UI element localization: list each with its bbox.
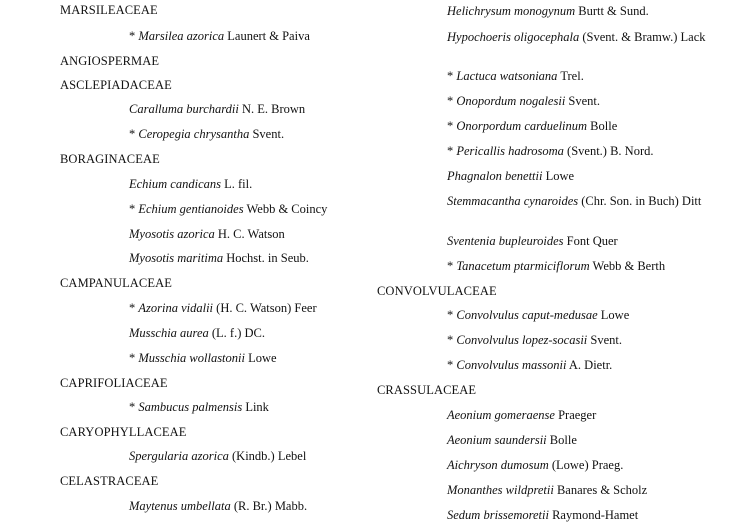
species-entry	[129, 102, 305, 116]
species-entry	[447, 433, 577, 447]
family-heading: CELASTRACEAE	[60, 474, 159, 488]
species-name: Helichrysum monogynum	[447, 4, 576, 18]
species-author: Webb & Coincy	[246, 202, 328, 216]
species-entry	[447, 259, 665, 273]
species-author: Svent.	[568, 94, 601, 108]
species-name: Maytenus umbellata	[129, 499, 231, 513]
species-name: Echium candicans	[129, 177, 221, 191]
family-heading: ANGIOSPERMAE	[60, 54, 160, 68]
species-name: Sambucus palmensis	[138, 400, 243, 414]
family-heading: BORAGINACEAE	[60, 152, 160, 166]
species-author: Bolle	[549, 433, 577, 447]
species-name: Aeonium gomeraense	[447, 408, 555, 422]
species-author: Raymond-Hamet	[552, 508, 639, 522]
species-entry	[129, 227, 285, 241]
species-entry	[447, 308, 629, 322]
species-entry	[447, 94, 600, 108]
species-author: Launert & Paiva	[227, 29, 310, 43]
species-entry	[129, 499, 307, 513]
family-heading: CONVOLVULACEAE	[377, 284, 497, 298]
species-author: (Svent. & Bramw.) Lack	[582, 30, 706, 44]
species-author: Banares & Scholz	[556, 483, 648, 497]
species-author: A. Dietr.	[568, 358, 613, 372]
species-name: Onorpordum carduelinum	[456, 119, 588, 133]
species-entry	[447, 69, 584, 83]
star-mark: *	[129, 29, 136, 43]
star-mark: *	[447, 308, 454, 322]
star-mark: *	[447, 144, 454, 158]
star-mark: *	[447, 358, 454, 372]
species-author: (L. f.) DC.	[211, 326, 265, 340]
species-name: Musschia wollastonii	[138, 351, 245, 365]
species-name: Onopordum nogalesii	[456, 94, 566, 108]
species-name: Convolvulus lopez-socasii	[456, 333, 588, 347]
star-mark: *	[129, 202, 136, 216]
species-entry	[447, 4, 649, 18]
family-heading: MARSILEACEAE	[60, 3, 158, 17]
species-entry	[447, 194, 729, 208]
star-mark: *	[447, 69, 454, 83]
species-name: Aichryson dumosum	[447, 458, 549, 472]
species-entry	[129, 29, 310, 43]
species-name: Myosotis azorica	[129, 227, 215, 241]
family-heading: CRASSULACEAE	[377, 383, 477, 397]
species-author: (R. Br.) Mabb.	[233, 499, 308, 513]
species-name: Monanthes wildpretii	[447, 483, 554, 497]
family-heading: CAMPANULACEAE	[60, 276, 172, 290]
species-author: (Lowe) Praeg.	[551, 458, 624, 472]
species-author: Hochst. in Seub.	[226, 251, 309, 265]
star-mark: *	[129, 400, 136, 414]
species-entry	[447, 408, 596, 422]
species-name: Hypochoeris oligocephala	[447, 30, 580, 44]
species-author: Lowe	[248, 351, 277, 365]
species-name: Echium gentianoides	[138, 202, 244, 216]
species-author: Trel.	[560, 69, 584, 83]
species-name: Caralluma burchardii	[129, 102, 239, 116]
species-name: Myosotis maritima	[129, 251, 224, 265]
star-mark: *	[447, 259, 454, 273]
star-mark: *	[447, 94, 454, 108]
species-name: Azorina vidalii	[138, 301, 214, 315]
species-entry	[129, 202, 327, 216]
species-entry	[129, 449, 306, 463]
species-author: (Svent.) B. Nord.	[567, 144, 654, 158]
species-author: (Chr. Son. in Buch) Ditt	[581, 194, 702, 208]
species-entry	[129, 351, 277, 365]
species-entry	[447, 458, 623, 472]
species-author: Font Quer	[566, 234, 618, 248]
species-entry	[129, 177, 252, 191]
species-entry	[447, 144, 653, 158]
species-author: Link	[245, 400, 269, 414]
species-name: Tanacetum ptarmiciflorum	[456, 259, 590, 273]
species-entry	[447, 169, 574, 183]
species-entry	[129, 127, 284, 141]
species-name: Lactuca watsoniana	[456, 69, 558, 83]
species-name: Sventenia bupleuroides	[447, 234, 564, 248]
species-entry	[447, 119, 617, 133]
species-name: Musschia aurea	[129, 326, 209, 340]
species-name: Phagnalon benettii	[447, 169, 543, 183]
star-mark: *	[447, 119, 454, 133]
species-author: (H. C. Watson) Feer	[216, 301, 317, 315]
species-name: Convolvulus massonii	[456, 358, 567, 372]
species-entry	[129, 301, 317, 315]
species-author: Lowe	[545, 169, 575, 183]
species-name: Ceropegia chrysantha	[138, 127, 250, 141]
species-name: Aeonium saundersii	[447, 433, 547, 447]
species-author: Svent.	[252, 127, 285, 141]
species-author: Webb & Berth	[592, 259, 666, 273]
species-author: Praeger	[558, 408, 597, 422]
species-author: L. fil.	[224, 177, 253, 191]
species-author: H. C. Watson	[217, 227, 285, 241]
species-entry	[447, 483, 647, 497]
species-entry	[447, 358, 612, 372]
star-mark: *	[129, 127, 136, 141]
star-mark: *	[129, 301, 136, 315]
family-heading: CARYOPHYLLACEAE	[60, 425, 187, 439]
family-heading: CAPRIFOLIACEAE	[60, 376, 168, 390]
species-author: Svent.	[590, 333, 622, 347]
species-name: Convolvulus caput-medusae	[456, 308, 598, 322]
species-author: Lowe	[600, 308, 630, 322]
star-mark: *	[129, 351, 136, 365]
species-name: Spergularia azorica	[129, 449, 229, 463]
species-entry	[447, 30, 729, 44]
species-author: (Kindb.) Lebel	[232, 449, 307, 463]
species-entry	[129, 400, 269, 414]
species-author: Burtt & Sund.	[578, 4, 649, 18]
family-heading: ASCLEPIADACEAE	[60, 78, 172, 92]
species-entry	[447, 508, 638, 522]
species-name: Pericallis hadrosoma	[456, 144, 564, 158]
species-name: Stemmacantha cynaroides	[447, 194, 579, 208]
star-mark: *	[447, 333, 454, 347]
species-name: Marsilea azorica	[138, 29, 225, 43]
species-entry	[447, 333, 622, 347]
species-author: N. E. Brown	[241, 102, 306, 116]
species-author: Bolle	[590, 119, 618, 133]
species-name: Sedum brissemoretii	[447, 508, 549, 522]
species-entry	[129, 326, 265, 340]
species-entry	[447, 234, 618, 248]
species-entry	[129, 251, 309, 265]
